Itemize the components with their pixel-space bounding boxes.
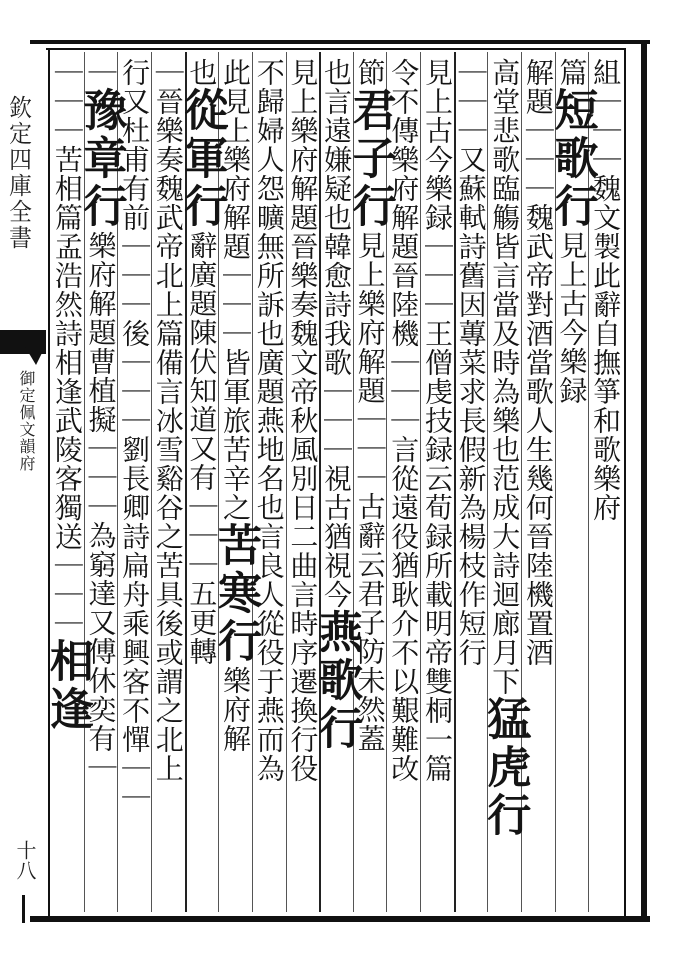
column-text: ｜晉樂奏魏武帝北上篇備言冰雪谿谷之苦具後或謂之北上 (151, 58, 185, 783)
fish-tail-point (24, 345, 46, 365)
entry-heading: 短歌行 (546, 87, 598, 231)
margin-book-title: 御定佩文韻府 (17, 370, 36, 472)
column-text: 篇 (555, 58, 589, 87)
page-number: 十八 (13, 840, 37, 880)
frame-top-border (30, 40, 650, 44)
column-text: 令不傳樂府解題晉陸機｜｜｜言從遠役猶耿介不以艱難改 (387, 58, 421, 783)
entry-heading: 從軍行 (176, 87, 228, 231)
column-text: ｜｜｜又蘇軾詩舊因蓴菜求長假新為楊枝作短行 (454, 58, 488, 667)
entry-heading: 燕歌行 (311, 609, 362, 753)
column-text: 見上古今樂録 (555, 231, 589, 405)
column-text: 樂府解題曹植擬｜｜｜為窮達又傅休奕有｜ (84, 231, 118, 782)
column-text: 也 (320, 58, 353, 87)
entry-heading: 相逢 (41, 638, 93, 734)
entry-heading: 猛虎行 (479, 696, 531, 840)
column-text: 見上樂府解題｜｜｜古辭云君子防未然蓋 (353, 231, 387, 753)
margin-tick (22, 895, 25, 923)
column-text: 組 (589, 58, 623, 87)
column-text: 見上樂府解題｜｜｜皆軍旅苦辛之 (219, 87, 253, 522)
column-text: 解題｜｜｜魏武帝對酒當歌人生幾何晉陸機置酒 (521, 58, 555, 667)
column-text: 節 (353, 58, 387, 87)
book-margin (0, 40, 46, 922)
column-text: 此 (219, 58, 253, 87)
column-text: 見上樂府解題晉樂奏魏文帝秋風別日二曲言時序遷換行役 (286, 58, 320, 783)
column-text: 辭廣題陳伏知道又有｜｜｜五更轉 (185, 231, 219, 666)
column-text: ｜｜｜苦相篇孟浩然詩相逢武陵客獨送｜｜｜ (50, 58, 84, 638)
column-text: 不歸婦人怨曠無所訴也廣題燕地名也言良人從役于燕而為 (252, 58, 286, 783)
column-text: 言遠嫌疑也韓愈詩我歌｜｜｜視古猶視今 (320, 87, 353, 609)
frame-right-border (641, 40, 647, 922)
entry-heading: 苦寒行 (210, 522, 262, 666)
column-text: ｜ (84, 58, 118, 87)
text-column (41, 58, 93, 916)
column-text: ｜｜｜魏文製此辭自撫箏和歌樂府 (589, 87, 623, 522)
column-text: 見上古今樂録｜｜｜王僧虔技録云荀録所載明帝雙桐一篇 (420, 58, 454, 783)
column-text: 行又杜甫有前｜｜｜後｜｜｜劉長卿詩扁舟乘興客不憚｜｜ (118, 58, 152, 812)
column-text: 高堂悲歌臨觴皆言當及時為樂也范成大詩迴廊月下 (488, 58, 522, 696)
frame-bottom-border (30, 916, 650, 922)
entry-heading: 君子行 (344, 87, 396, 231)
column-text: 也 (185, 58, 219, 87)
frame-inner-top-border (46, 48, 626, 50)
column-text: 樂府解 (219, 666, 253, 753)
entry-heading: 豫章行 (75, 87, 127, 231)
margin-collection-title: 欽定四庫全書 (4, 95, 32, 251)
